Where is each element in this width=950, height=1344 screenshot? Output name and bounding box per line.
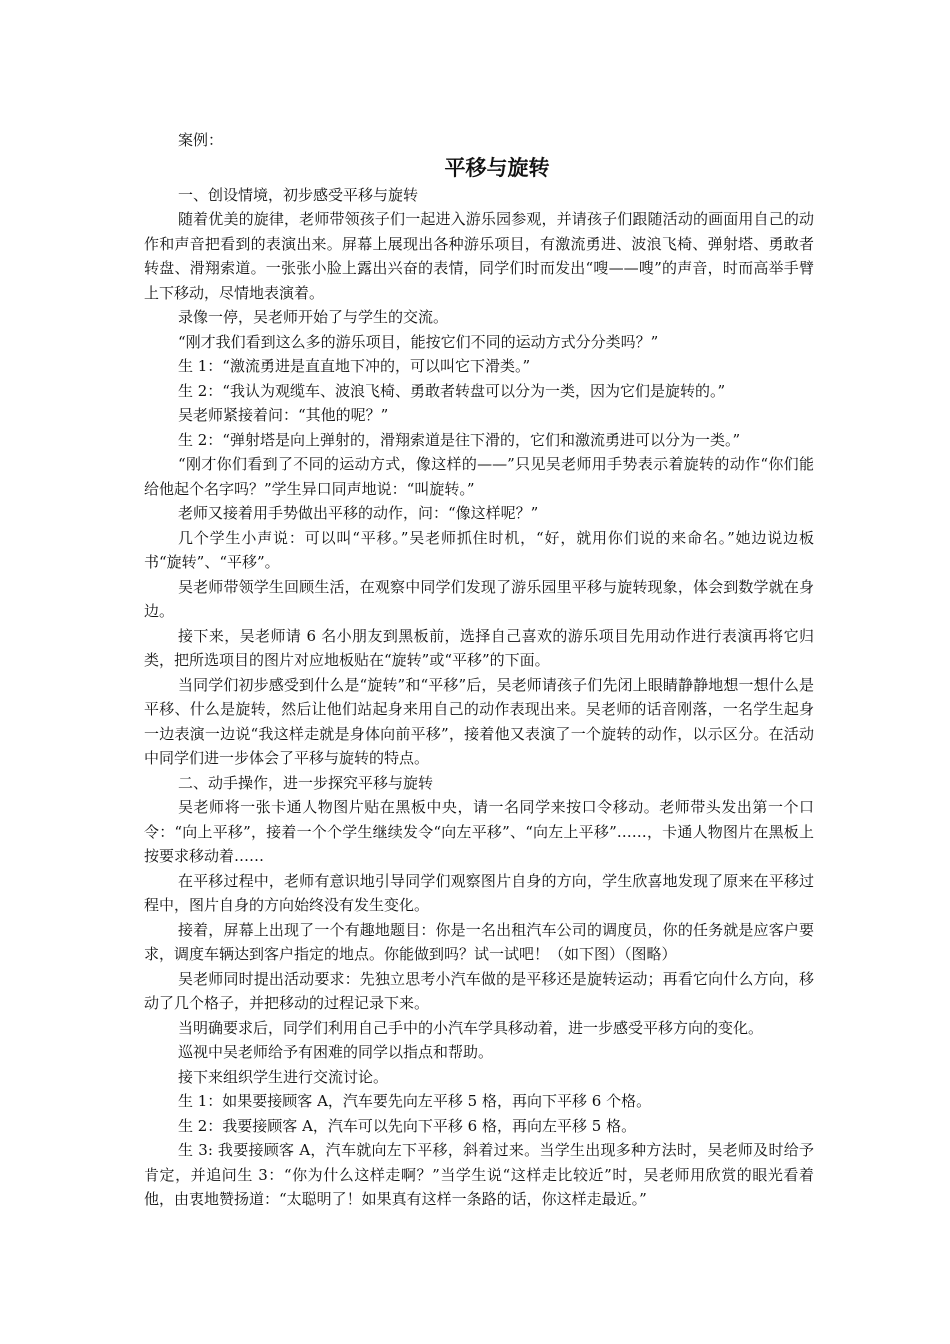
paragraph: 生 2：“我认为观缆车、波浪飞椅、勇敢者转盘可以分为一类，因为它们是旋转的。” [178, 381, 726, 400]
paragraph: 吴老师紧接着问：“其他的呢？” [178, 406, 389, 424]
paragraph: 录像一停，吴老师开始了与学生的交流。 [178, 308, 449, 326]
document-page [144, 128, 814, 1212]
paragraph: 在平移过程中，老师有意识地引导同学们观察图片自身的方向，学生欣喜地发现了原来在平移过程中，图片自身的方向始终没有发生变化。 [144, 871, 814, 914]
paragraph: 接下来，吴老师请 6 名小朋友到黑板前，选择自己喜欢的游乐项目先用动作进行表演再将它归类，把所选项目的图片对应地板贴在“旋转”或“平移”的下面。 [144, 626, 814, 669]
case-label: 案例： [178, 131, 224, 149]
paragraph: 吴老师同时提出活动要求：先独立思考小汽车做的是平移还是旋转运动；再看它向什么方向，移动了几个格子，并把移动的过程记录下来。 [144, 969, 814, 1012]
paragraph: 吴老师将一张卡通人物图片贴在黑板中央，请一名同学来按口令移动。老师带头发出第一个口令：“向上平移”，接着一个个学生继续发令“向左平移”、“向左上平移”……，卡通人物图片在黑板上按要求移动着…… [144, 798, 814, 865]
document-title: 平移与旋转 [444, 154, 550, 180]
paragraph: 生 3: 我要接顾客 A，汽车就向左下平移，斜着过来。当学生出现多种方法时，吴老师及时给予肯定，并追问生 3：“你为什么这样走啊？”当学生说“这样走比较近”时，吴老师用欣赏的眼光看着他，由衷地赞扬道：“太聪明了！如果真有这样一条路的话，你这样走最近。” [144, 1141, 814, 1208]
paragraph: 接下来组织学生进行交流讨论。 [178, 1067, 389, 1086]
paragraph: 随着优美的旋律，老师带领孩子们一起进入游乐园参观，并请孩子们跟随活动的画面用自己的动作和声音把看到的表演出来。屏幕上展现出各种游乐项目，有激流勇进、波浪飞椅、弹射塔、勇敢者转盘、滑翔索道。一张张小脸上露出兴奋的表情，同学们时而发出“嗖——嗖”的声音，时而高举手臂上下移动，尽情地表演着。 [144, 210, 814, 302]
paragraph: 接着，屏幕上出现了一个有趣地题目：你是一名出租汽车公司的调度员，你的任务就是应客户要求，调度车辆达到客户指定的地点。你能做到吗？试一试吧！（如下图）（图略） [144, 920, 814, 963]
document-body [144, 183, 814, 1212]
paragraph: 几个学生小声说：可以叫“平移。”吴老师抓住时机，“好，就用你们说的来命名。”她边说边板书“旋转”、“平移”。 [144, 528, 814, 571]
paragraph: “刚才你们看到了不同的运动方式，像这样的——”只见吴老师用手势表示着旋转的动作“你们能给他起个名字吗？”学生异口同声地说：“叫旋转。” [144, 455, 814, 498]
paragraph: 二、动手操作，进一步探究平移与旋转 [178, 773, 434, 792]
paragraph: 生 1：如果要接顾客 A，汽车要先向左平移 5 格，再向下平移 6 个格。 [178, 1092, 652, 1110]
paragraph: 老师又接着用手势做出平移的动作，问：“像这样呢？” [178, 504, 539, 522]
paragraph: 生 2：我要接顾客 A，汽车可以先向下平移 6 格，再向左平移 5 格。 [178, 1116, 637, 1135]
paragraph: 当同学们初步感受到什么是“旋转”和“平移”后，吴老师请孩子们先闭上眼睛静静地想一想什么是平移、什么是旋转，然后让他们站起身来用自己的动作表现出来。吴老师的话音刚落，一名学生起身一边表演一边说“我这样走就是身体向前平移”，接着他又表演了一个旋转的动作，以示区分。在活动中同学们进一步体会了平移与旋转的特点。 [144, 675, 814, 767]
paragraph: “刚才我们看到这么多的游乐项目，能按它们不同的运动方式分分类吗？” [178, 332, 659, 351]
paragraph: 生 2：“弹射塔是向上弹射的，滑翔索道是往下滑的，它们和激流勇进可以分为一类。” [178, 430, 741, 449]
paragraph: 生 1：“激流勇进是直直地下冲的，可以叫它下滑类。” [178, 357, 531, 375]
paragraph: 一、创设情境，初步感受平移与旋转 [178, 185, 419, 204]
paragraph: 当明确要求后，同学们利用自己手中的小汽车学具移动着，进一步感受平移方向的变化。 [178, 1018, 764, 1037]
paragraph: 吴老师带领学生回顾生活，在观察中同学们发现了游乐园里平移与旋转现象，体会到数学就在身边。 [144, 577, 814, 620]
paragraph: 巡视中吴老师给予有困难的同学以指点和帮助。 [178, 1043, 494, 1061]
